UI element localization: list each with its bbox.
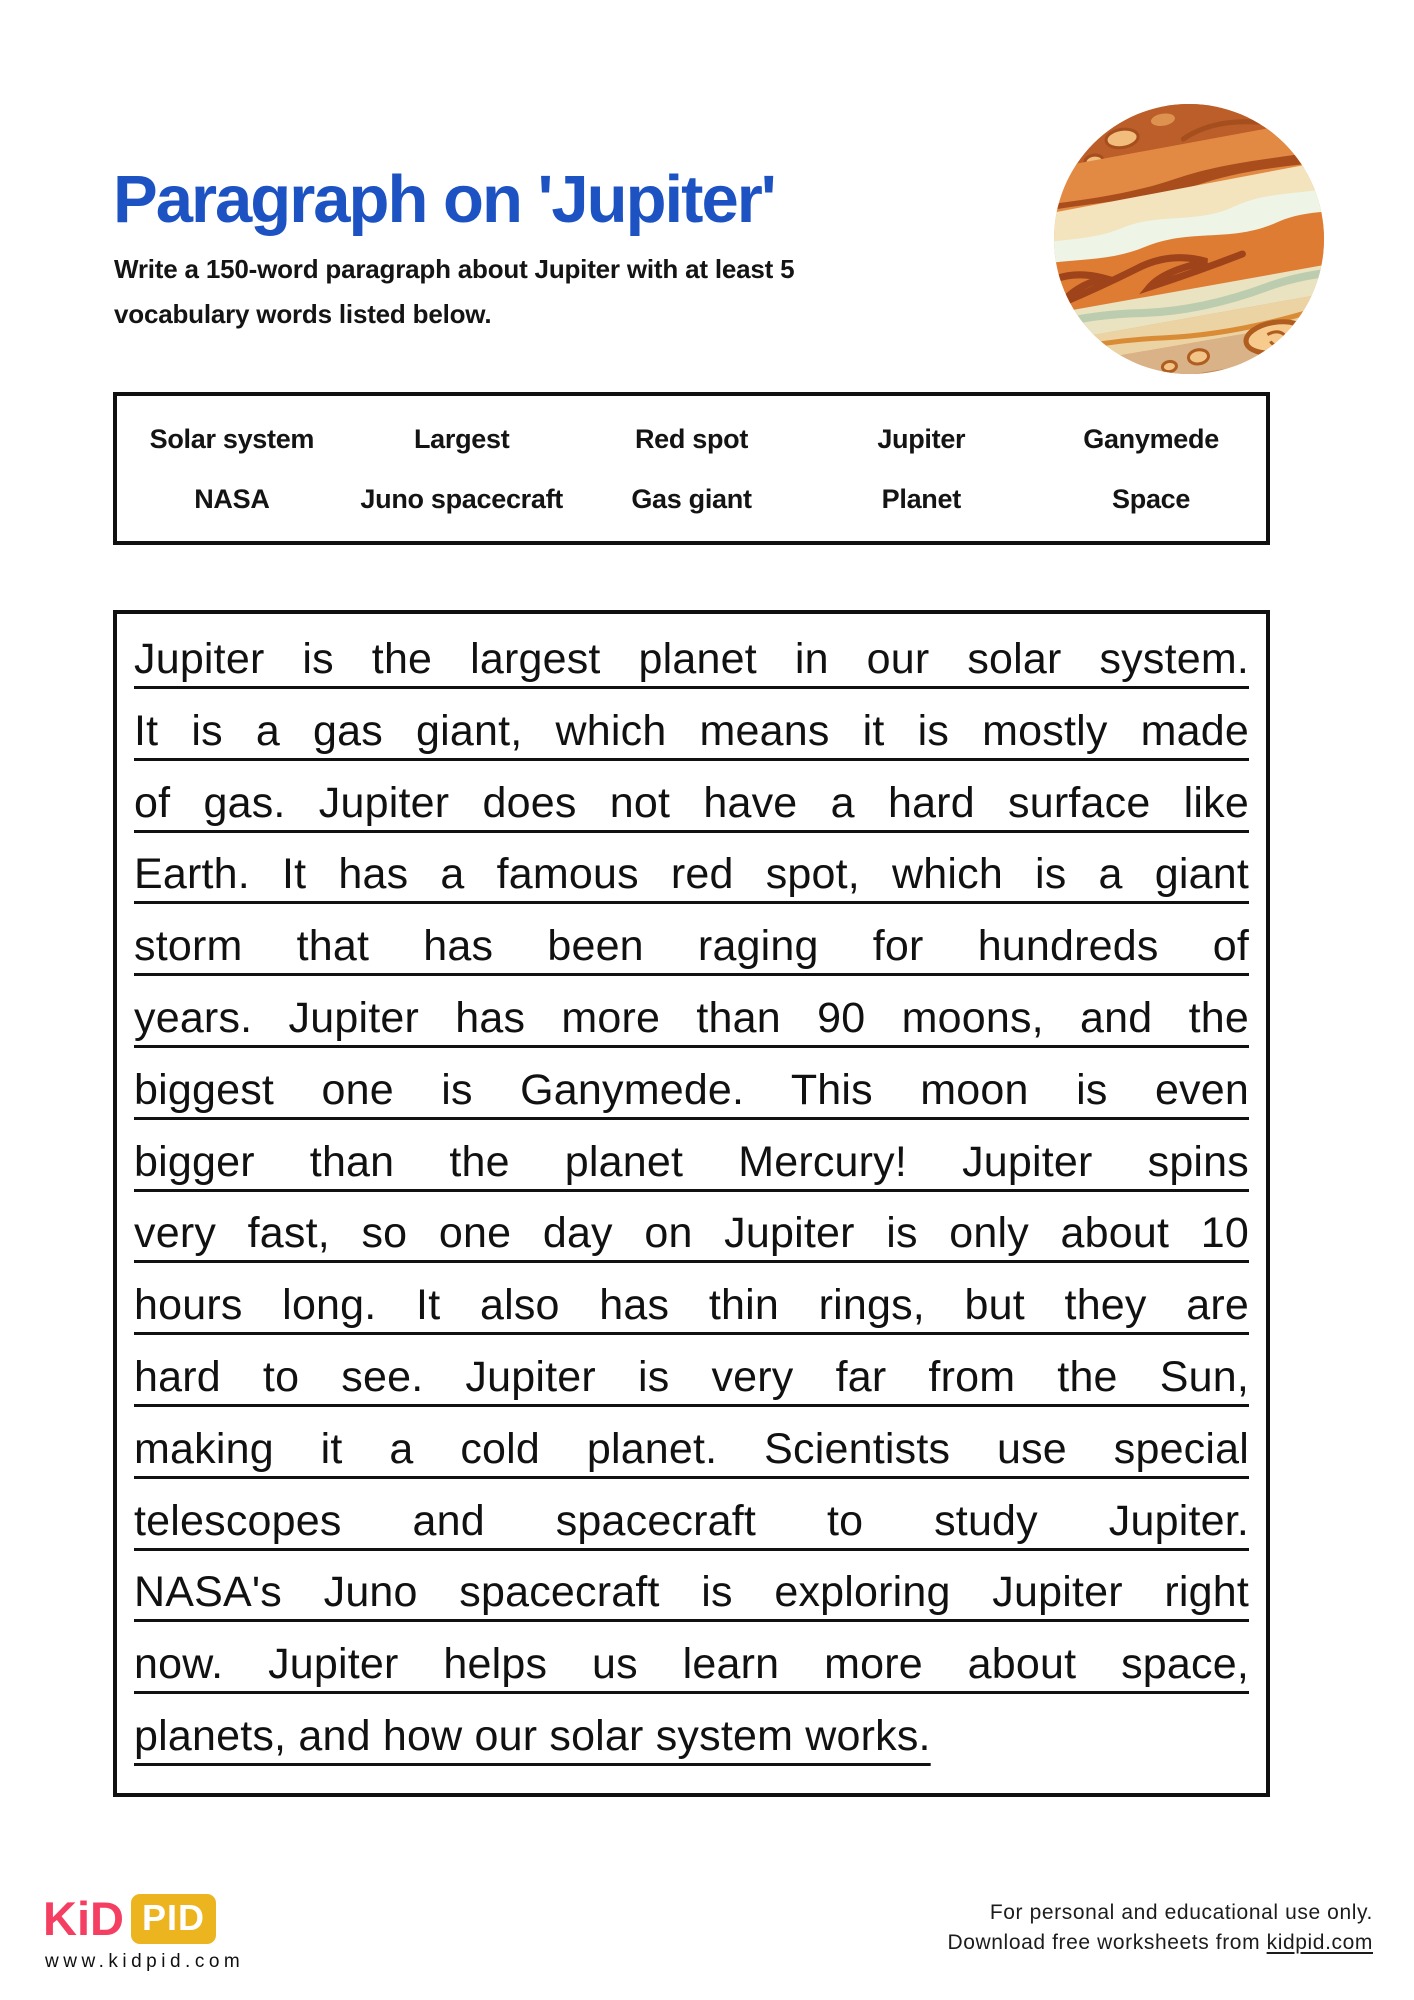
vocab-word-ganymede: Ganymede — [1083, 423, 1219, 454]
vocab-word-jupiter: Jupiter — [877, 423, 966, 454]
vocabulary-box — [113, 392, 1270, 545]
paragraph-line: making it a cold planet. Scientists use special — [134, 1424, 1249, 1473]
usage-note-line: For personal and educational use only. — [989, 1901, 1373, 1924]
vocab-word-space: Space — [1112, 483, 1191, 514]
subtitle-line-2: vocabulary words listed below. — [114, 299, 492, 329]
paragraph-line: NASA's Juno spacecraft is exploring Jupiter right — [134, 1568, 1249, 1617]
paragraph-line: hours long. It also has thin rings, but they are — [134, 1281, 1249, 1330]
paragraph-line: It is a gas giant, which means it is mostly made — [134, 706, 1249, 755]
paragraph-line: very fast, so one day on Jupiter is only about 10 — [134, 1209, 1249, 1258]
vocab-word-largest: Largest — [413, 423, 510, 454]
paragraph-line: Earth. It has a famous red spot, which is a giant — [134, 850, 1249, 899]
kidpid-logo-kid-wordmark: KiD — [43, 1892, 124, 1945]
paragraph-line: storm that has been raging for hundreds of — [134, 922, 1249, 971]
paragraph-line: hard to see. Jupiter is very far from the Sun, — [134, 1352, 1249, 1401]
page-title: Paragraph on 'Jupiter' — [113, 162, 775, 237]
vocab-word-gas-giant: Gas giant — [631, 483, 752, 514]
footer-usage-note — [947, 1898, 1373, 1958]
kidpid-link[interactable]: kidpid.com — [1266, 1931, 1373, 1954]
paragraph-line: of gas. Jupiter does not have a hard surface like — [134, 778, 1249, 827]
paragraph-line: telescopes and spacecraft to study Jupiter. — [134, 1496, 1249, 1545]
website-url: www.kidpid.com — [45, 1951, 245, 1972]
vocab-word-solar-system: Solar system — [149, 423, 315, 454]
vocabulary-row-2 — [117, 469, 1266, 529]
jupiter-planet-image — [1053, 103, 1325, 375]
paragraph-line: Jupiter is the largest planet in our solar system. — [134, 635, 1249, 683]
kidpid-logo — [43, 1893, 216, 1945]
vocab-word-red-spot: Red spot — [634, 423, 749, 454]
paragraph-line-last: planets, and how our solar system works. — [134, 1711, 931, 1760]
vocab-word-juno-spacecraft: Juno spacecraft — [360, 483, 563, 514]
paragraph-line: bigger than the planet Mercury! Jupiter spins — [134, 1137, 1249, 1186]
download-note-prefix: Download free worksheets from — [947, 1931, 1267, 1954]
paragraph-line: biggest one is Ganymede. This moon is even — [134, 1065, 1249, 1114]
page-subtitle — [114, 247, 814, 337]
kidpid-logo-pid-badge: PID — [131, 1894, 216, 1944]
paragraph-line: now. Jupiter helps us learn more about space, — [134, 1640, 1249, 1689]
subtitle-line-1: Write a 150-word paragraph about Jupiter with at least 5 — [114, 254, 795, 284]
vocab-word-nasa: NASA — [194, 483, 270, 514]
vocabulary-row-1 — [117, 409, 1266, 469]
paragraph-box — [113, 610, 1270, 1797]
download-note-line — [947, 1928, 1373, 1958]
vocab-word-planet: Planet — [881, 483, 961, 514]
paragraph-line: years. Jupiter has more than 90 moons, and the — [134, 993, 1249, 1042]
